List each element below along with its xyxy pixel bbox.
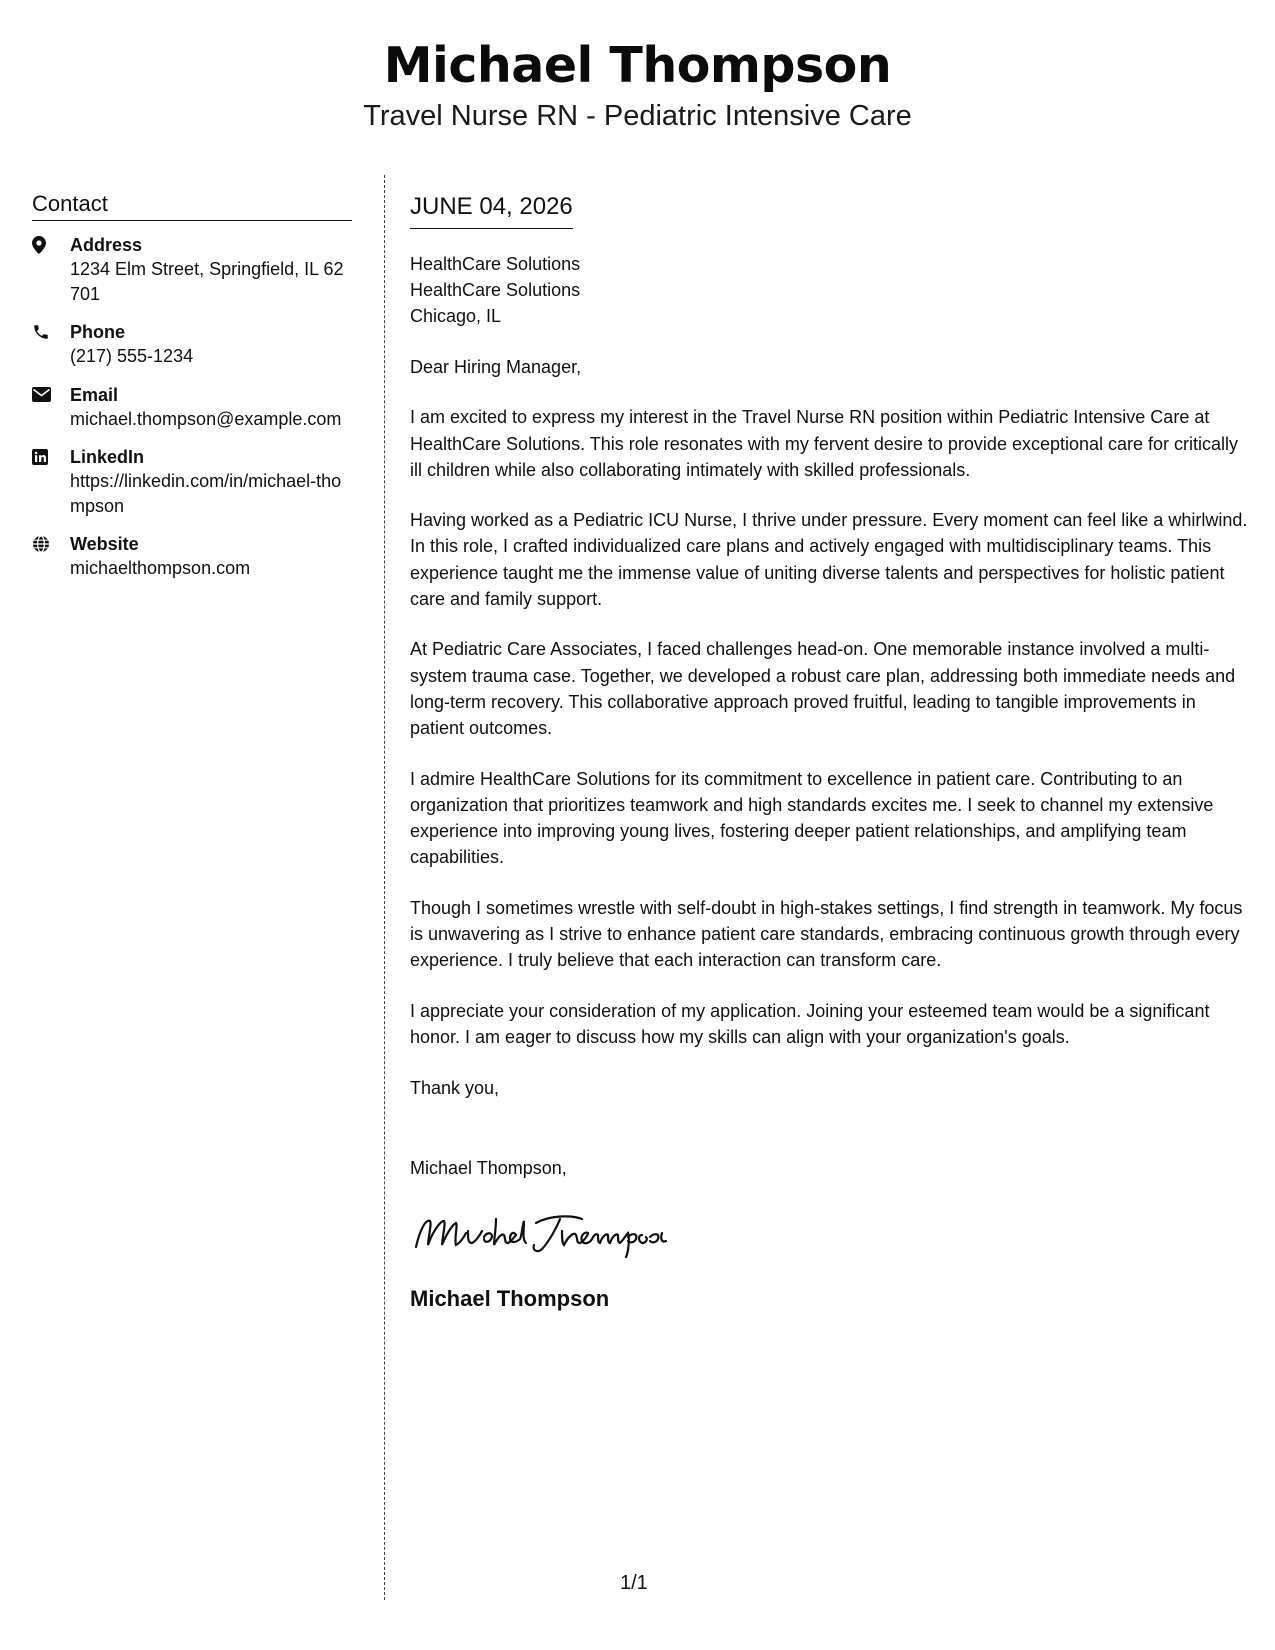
contact-sidebar [32,190,352,595]
contact-item-address [32,233,352,306]
contact-item-phone [32,320,352,369]
letter-header [0,36,1275,134]
contact-item-email [32,383,352,432]
recipient-block [410,251,1250,329]
letter-date: JUNE 04, 2026 [410,192,573,229]
closing-line: Thank you, [410,1078,500,1099]
body-paragraph: I am excited to express my interest in the Travel Nurse RN position within Pediatric Intensive Care at HealthCare Solutions. This role resonates with my fervent desire to provide exceptional care for critically ill children while also collaborating intimately with skilled professionals. [410,407,1239,480]
contact-label: Email [70,384,119,405]
recipient-line: HealthCare Solutions [410,254,581,274]
applicant-name: Michael Thompson [383,37,892,94]
linkedin-value[interactable]: https://linkedin.com/in/michael-thompson [70,471,342,516]
contact-list [32,233,352,581]
location-pin-icon [32,233,70,257]
contact-label: LinkedIn [70,447,145,467]
contact-label: Address [70,235,143,255]
recipient-line: Chicago, IL [410,306,502,326]
website-value[interactable]: michaelthompson.com [70,558,251,578]
body-paragraph: Though I sometimes wrestle with self-doubt in high-stakes settings, I find strength in teamwork. My focus is unwavering as I strive to enhance patient care standards, embracing continuous growth through every experience. I truly believe that each interaction can transform care. [410,897,1243,971]
envelope-icon [32,383,70,407]
contact-label: Phone [70,322,126,342]
contact-heading: Contact [32,190,352,221]
address-value: 1234 Elm Street, Springfield, IL 62701 [70,259,344,304]
phone-icon [32,320,70,344]
signer-name: Michael Thompson [410,1286,610,1312]
email-value: michael.thompson@example.com [70,408,342,429]
handwritten-signature [410,1209,1250,1259]
linkedin-icon [32,445,70,469]
globe-icon [32,532,70,556]
body-paragraph: I admire HealthCare Solutions for its commitment to excellence in patient care. Contributing to an organization that prioritizes teamwork and high standards excites me. I seek to channel my extensive experience into improving young lives, fostering deeper patient relationships, and amplifying team capabilities. [410,768,1214,868]
recipient-line: HealthCare Solutions [410,280,581,300]
greeting: Dear Hiring Manager, [410,357,582,377]
column-divider [384,175,385,1600]
contact-label: Website [70,534,139,554]
body-paragraph: I appreciate your consideration of my application. Joining your esteemed team would be a significant honor. I am eager to discuss how my skills can align with your organization's goals. [410,1000,1210,1047]
contact-item-website [32,532,352,581]
page-number: 1/1 [620,1572,648,1594]
applicant-title: Travel Nurse RN - Pediatric Intensive Care [363,100,912,132]
letter-body [410,192,1250,1313]
body-paragraph: Having worked as a Pediatric ICU Nurse, I thrive under pressure. Every moment can feel like a whirlwind. In this role, I crafted individualized care plans and actively engaged with multidisciplinary teams. This experience taught me the immense value of uniting diverse talents and perspectives for holistic patient care and family support. [410,510,1248,610]
contact-item-linkedin [32,445,352,518]
body-paragraph: At Pediatric Care Associates, I faced challenges head-on. One memorable instance involved a multi-system trauma case. Together, we developed a robust care plan, addressing both immediate needs and long-term recovery. This collaborative approach proved fruitful, leading to tangible improvements in patient outcomes. [410,639,1236,739]
signoff-line: Michael Thompson, [410,1158,567,1179]
phone-value: (217) 555-1234 [70,346,194,366]
